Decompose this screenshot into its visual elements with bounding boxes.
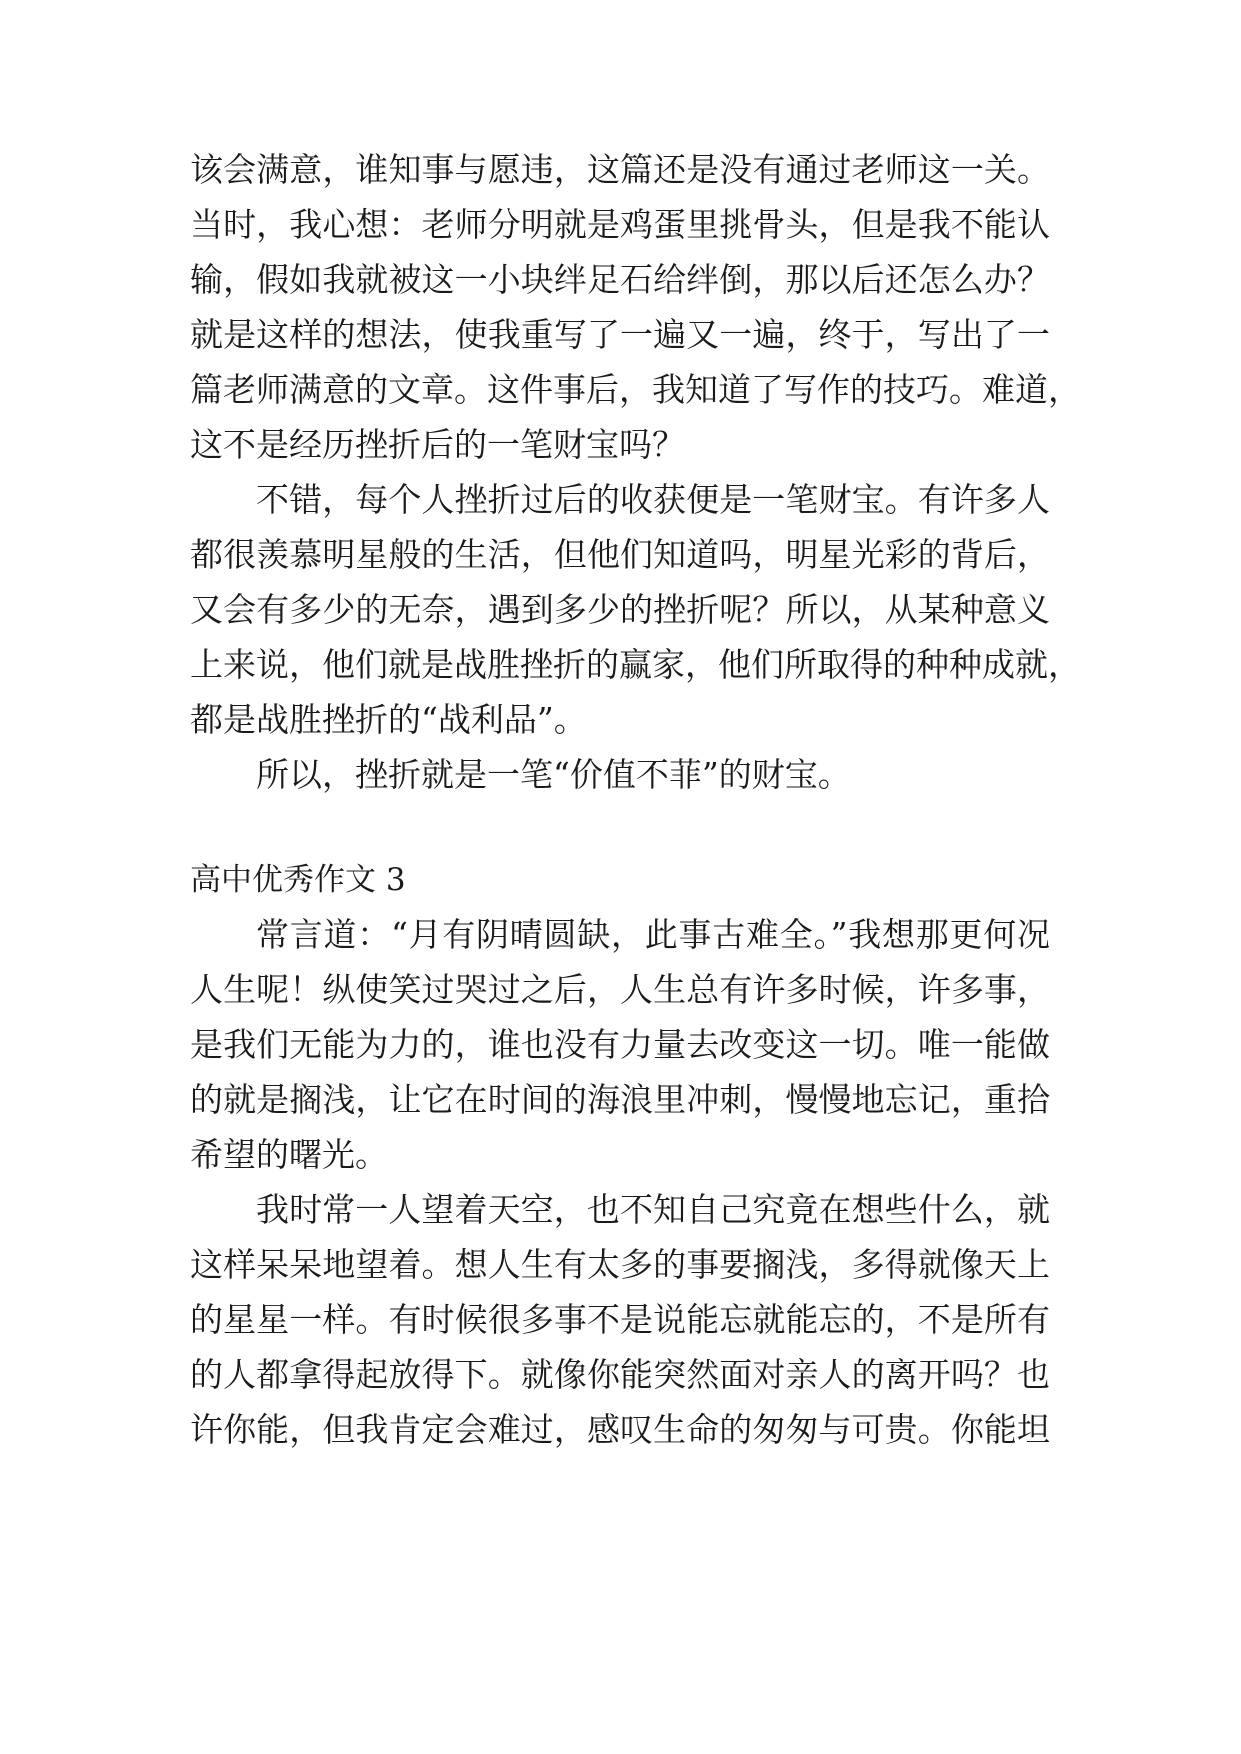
text-line: 人生呢！纵使笑过哭过之后，人生总有许多时候，许多事，	[190, 970, 1050, 1009]
section-title: 高中优秀作文 3	[190, 862, 406, 898]
text-line: 的人都拿得起放得下。就像你能突然面对亲人的离开吗？也	[190, 1355, 1050, 1394]
text-line: 我时常一人望着天空，也不知自己究竟在想些什么，就	[256, 1190, 1050, 1229]
text-line: 都是战胜挫折的“战利品”。	[190, 700, 587, 739]
text-line: 希望的曙光。	[190, 1135, 388, 1174]
text-line: 当时，我心想：老师分明就是鸡蛋里挑骨头，但是我不能认	[190, 205, 1050, 244]
text-line: 所以，挫折就是一笔“价值不菲”的财宝。	[256, 755, 851, 794]
text-line: 的星星一样。有时候很多事不是说能忘就能忘的，不是所有	[190, 1300, 1050, 1339]
text-line: 这样呆呆地望着。想人生有太多的事要搁浅，多得就像天上	[190, 1245, 1050, 1284]
text-line: 这不是经历挫折后的一笔财宝吗？	[190, 425, 685, 464]
text-line: 就是这样的想法，使我重写了一遍又一遍，终于，写出了一	[190, 315, 1050, 354]
text-line: 篇老师满意的文章。这件事后，我知道了写作的技巧。难道，	[190, 370, 1081, 409]
text-line: 常言道：“月有阴晴圆缺，此事古难全。”我想那更何况	[256, 915, 1050, 954]
text-line: 是我们无能为力的，谁也没有力量去改变这一切。唯一能做	[190, 1025, 1050, 1064]
text-line: 输，假如我就被这一小块绊足石给绊倒，那以后还怎么办？	[190, 260, 1050, 299]
text-line: 该会满意，谁知事与愿违，这篇还是没有通过老师这一关。	[190, 150, 1050, 189]
text-line: 许你能，但我肯定会难过，感叹生命的匆匆与可贵。你能坦	[190, 1410, 1050, 1449]
text-line: 都很羡慕明星般的生活，但他们知道吗，明星光彩的背后，	[190, 535, 1050, 574]
text-line: 的就是搁浅，让它在时间的海浪里冲刺，慢慢地忘记，重拾	[190, 1080, 1050, 1119]
text-line: 不错，每个人挫折过后的收获便是一笔财宝。有许多人	[256, 480, 1050, 519]
text-line: 又会有多少的无奈，遇到多少的挫折呢？所以，从某种意义	[190, 590, 1050, 629]
text-line: 上来说，他们就是战胜挫折的赢家，他们所取得的种种成就，	[190, 645, 1081, 684]
